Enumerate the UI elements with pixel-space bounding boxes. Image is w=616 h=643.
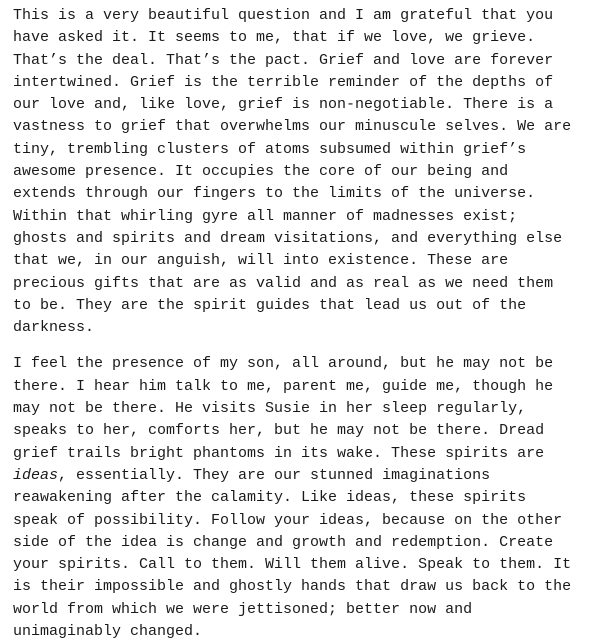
text-line: is their impossible and ghostly hands that draw us back to the: [13, 578, 572, 596]
text-line: tiny, trembling clusters of atoms subsumed within grief’s: [13, 140, 527, 158]
text-line: That’s the deal. That’s the pact. Grief and love are forever: [13, 51, 554, 69]
text-line: awesome presence. It occupies the core of our being and: [13, 163, 509, 181]
text-line: precious gifts that are as valid and as real as we need them: [13, 274, 554, 292]
text-line: that we, in our anguish, will into existence. These are: [13, 252, 509, 270]
text-line: our love and, like love, grief is non-negotiable. There is a: [13, 96, 554, 114]
text-line: unimaginably changed.: [13, 623, 203, 641]
text-line: This is a very beautiful question and I am grateful that you: [13, 7, 554, 24]
text-line: speak of possibility. Follow your ideas, because on the other: [13, 511, 563, 529]
text-line: intertwined. Grief is the terrible reminder of the depths of: [13, 73, 554, 91]
document-body: [13, 5, 613, 643]
text-line: there. I hear him talk to me, parent me, guide me, though he: [13, 377, 554, 395]
text-line: speaks to her, comforts her, but he may not be there. Dread: [13, 422, 545, 440]
paragraph-1: [13, 5, 613, 339]
text-line: side of the idea is change and growth and redemption. Create: [13, 533, 554, 551]
text-line: your spirits. Call to them. Will them alive. Speak to them. It: [13, 556, 572, 574]
text-line: world from which we were jettisoned; better now and: [13, 600, 473, 618]
text-line: extends through our fingers to the limits of the universe.: [13, 185, 536, 203]
text-line: vastness to grief that overwhelms our minuscule selves. We are: [13, 118, 572, 136]
text-line: Within that whirling gyre all manner of madnesses exist;: [13, 207, 518, 225]
text-line: have asked it. It seems to me, that if we love, we grieve.: [13, 29, 536, 47]
text-segment: , essentially. They are our stunned imaginations: [58, 466, 491, 484]
text-line: [13, 465, 613, 487]
text-line: reawakening after the calamity. Like ideas, these spirits: [13, 489, 527, 507]
text-line: grief trails bright phantoms in its wake. These spirits are: [13, 444, 545, 462]
italic-emphasis: ideas: [13, 466, 59, 484]
text-line: I feel the presence of my son, all around, but he may not be: [13, 355, 554, 373]
text-line: may not be there. He visits Susie in her sleep regularly,: [13, 400, 527, 418]
text-line: to be. They are the spirit guides that lead us out of the: [13, 296, 527, 314]
text-line: darkness.: [13, 319, 95, 337]
paragraph-2: [13, 353, 613, 643]
text-line: ghosts and spirits and dream visitations, and everything else: [13, 229, 563, 247]
